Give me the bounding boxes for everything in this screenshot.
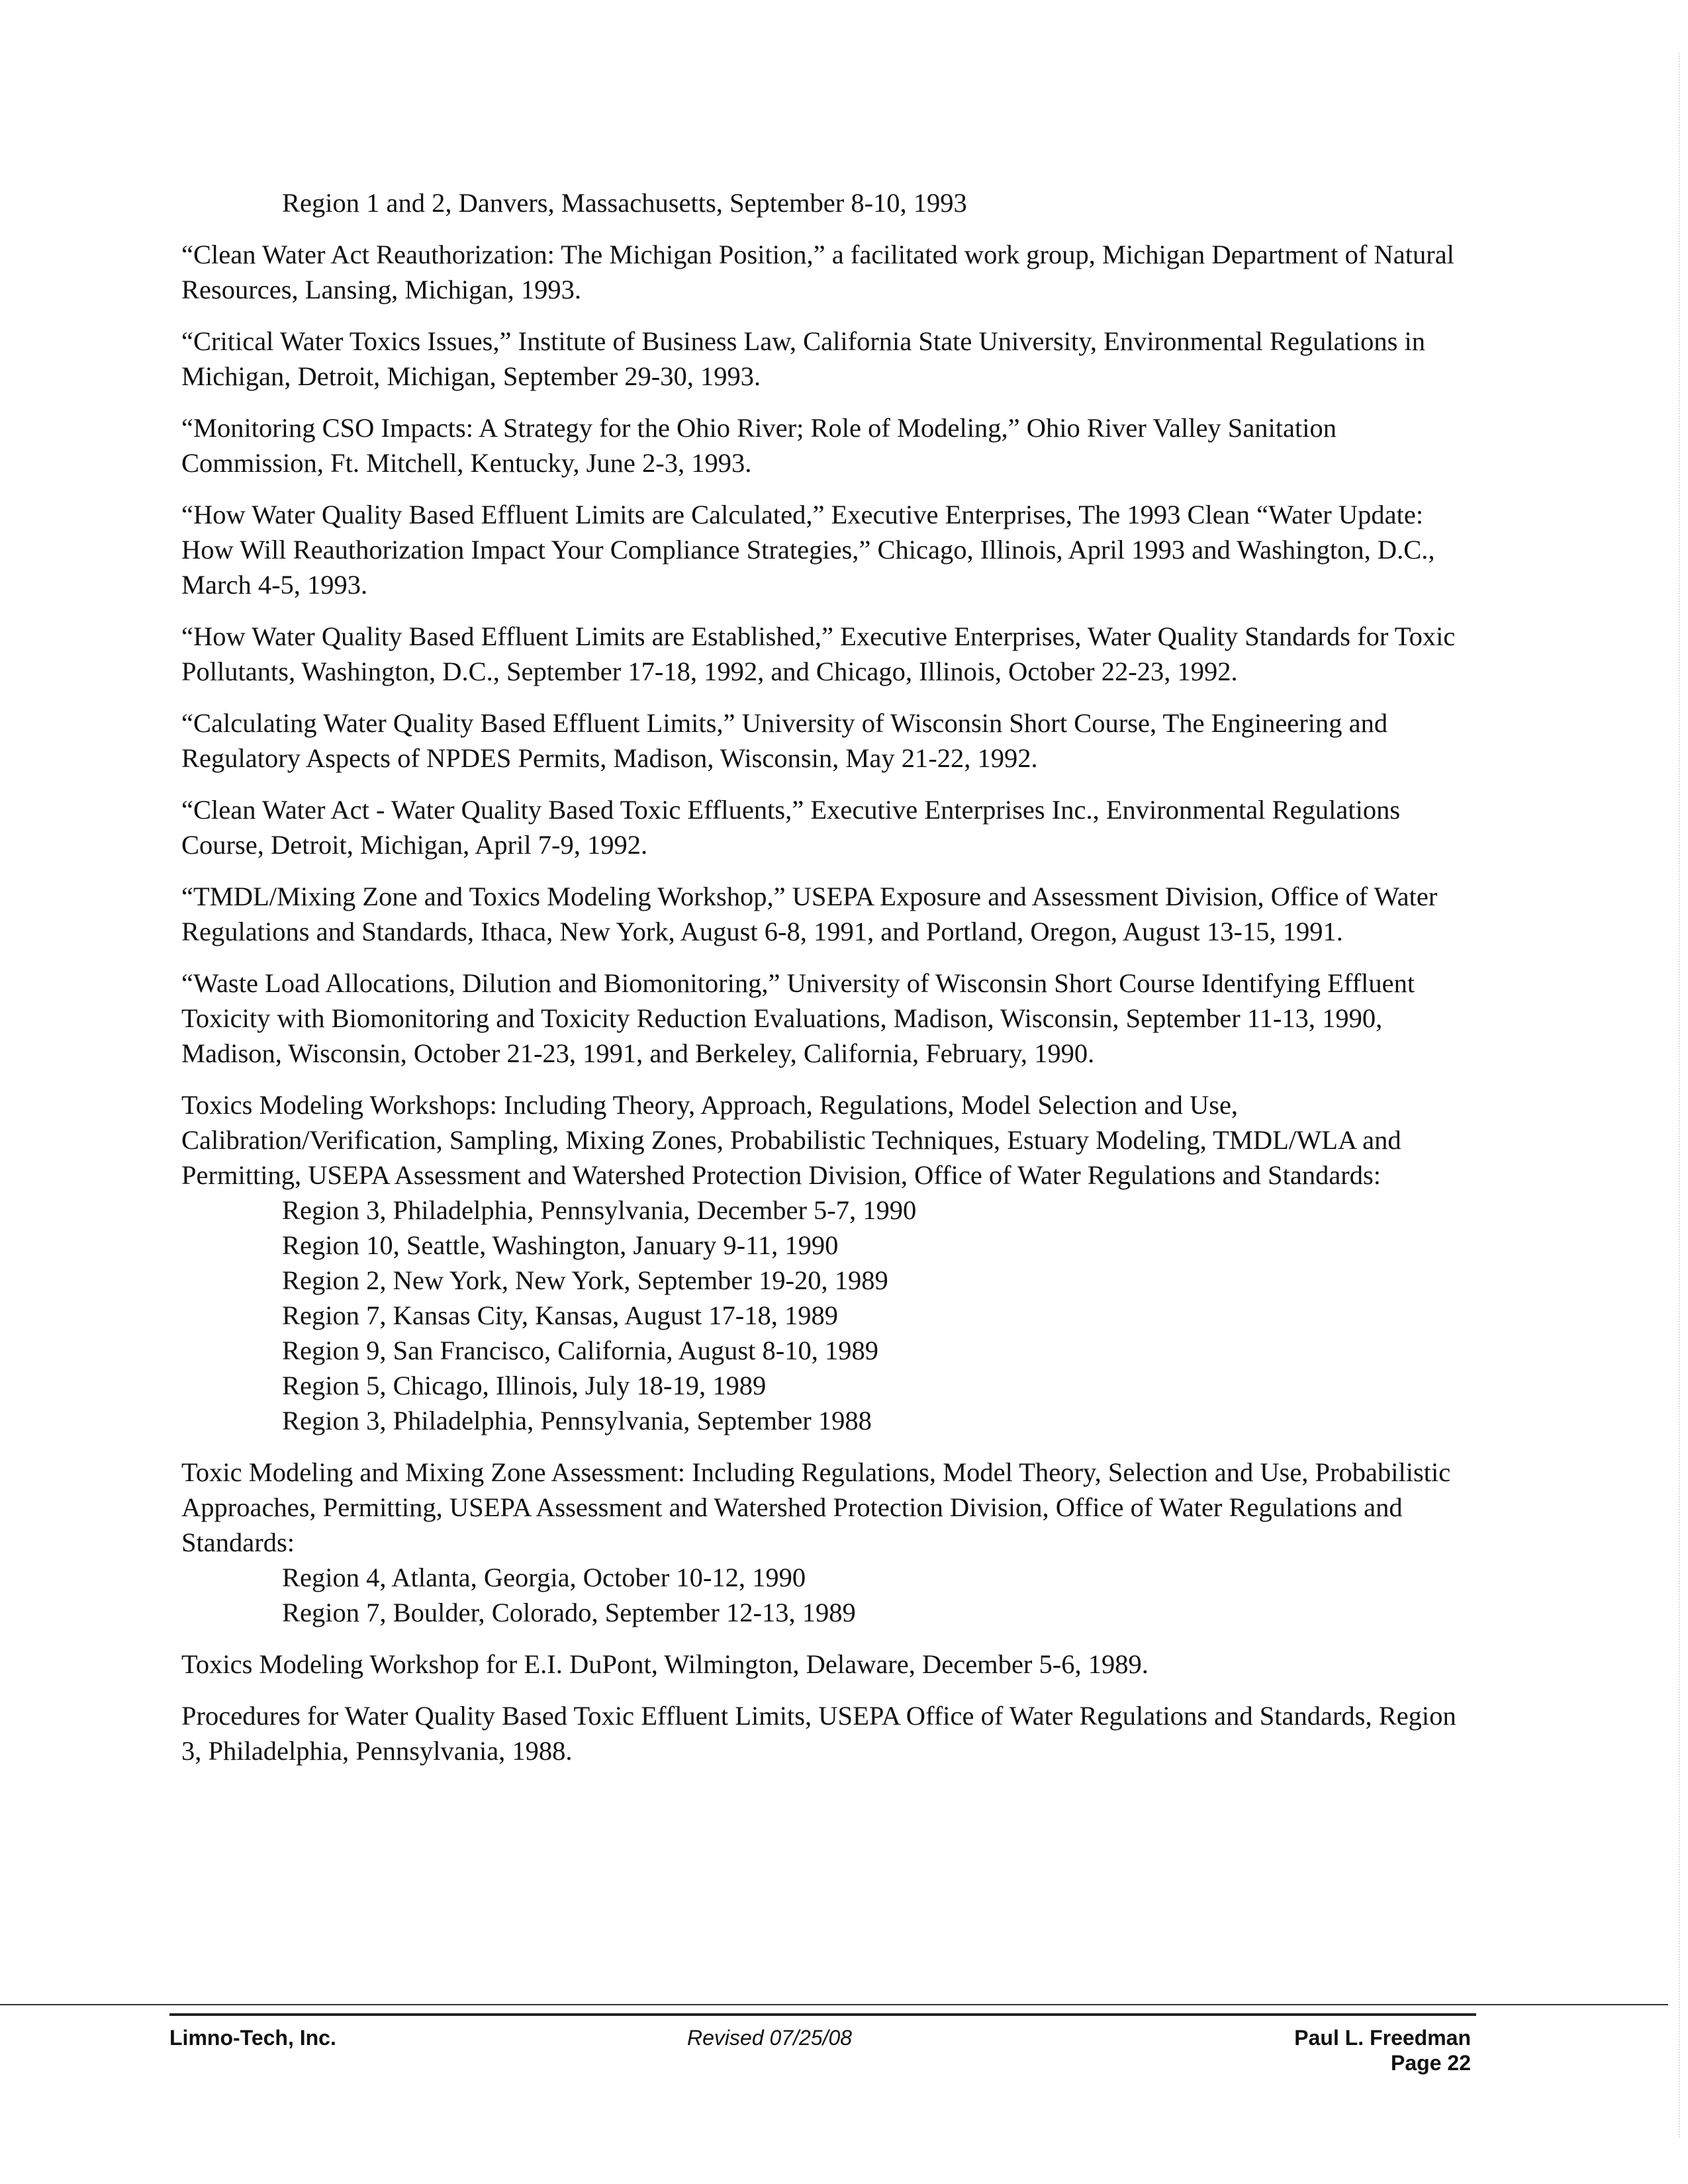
workshops2-description: Toxic Modeling and Mixing Zone Assessment: Including Regulations, Model Theory, Selection and Use, Probabilistic Approaches, Permitting, USEPA Assessment and Watershed Protection Division, Office of Water Regulations and Standards: [181,1457,1451,1557]
region-item: Region 7, Boulder, Colorado, September 12-13, 1989 [282,1598,856,1627]
entry-wqbel-established: “How Water Quality Based Effluent Limits are Established,” Executive Enterprises, Water Quality Standards for Toxic Pollutants, Washington, D.C., September 17-18, 1992, and Chicago, Illinois, October 22-23, 1992. [181,621,1456,686]
entry-toxic-modeling-mixing-zone [181,1455,1479,1630]
footer-rule [169,2013,1476,2016]
footer-author: Paul L. Freedman [1294,2026,1471,2050]
document-body [181,185,1479,1785]
entry-toxics-modeling-workshops [181,1087,1479,1438]
region-item: Region 7, Kansas City, Kansas, August 17-18, 1989 [282,1300,838,1330]
region-item: Region 4, Atlanta, Georgia, October 10-12, 1990 [282,1563,806,1592]
page-edge-shadow [1679,53,1680,2138]
workshops1-description: Toxics Modeling Workshops: Including Theory, Approach, Regulations, Model Selection and Use, Calibration/Verification, Sampling, Mixing Zones, Probabilistic Techniques, Estuary Modeling, TMDL/WLA and Permitting, USEPA Assessment and Watershed Protection Division, Office of Water Regulations and Standards: [181,1090,1401,1190]
entry-clean-water-act-toxic: “Clean Water Act - Water Quality Based Toxic Effluents,” Executive Enterprises Inc., Environmental Regulations Course, Detroit, Michigan, April 7-9, 1992. [181,795,1401,860]
entry-procedures-wqbel: Procedures for Water Quality Based Toxic Effluent Limits, USEPA Office of Water Regulations and Standards, Region 3, Philadelphia, Pennsylvania, 1988. [181,1701,1456,1766]
region-item: Region 9, San Francisco, California, August 8-10, 1989 [282,1336,879,1365]
footer-revised: Revised 07/25/08 [687,2026,853,2050]
footer-page-number: Page 22 [1391,2051,1471,2075]
region-item: Region 5, Chicago, Illinois, July 18-19, 1989 [282,1371,767,1400]
entry-dupont-workshop: Toxics Modeling Workshop for E.I. DuPont, Wilmington, Delaware, December 5-6, 1989. [181,1649,1149,1679]
intro-line: Region 1 and 2, Danvers, Massachusetts, September 8-10, 1993 [282,188,967,218]
page-divider-line [0,2004,1668,2005]
footer-company: Limno-Tech, Inc. [169,2026,336,2050]
entry-waste-load-allocations: “Waste Load Allocations, Dilution and Biomonitoring,” University of Wisconsin Short Course Identifying Effluent Toxicity with Biomonitoring and Toxicity Reduction Evaluations, Madison, Wisconsin, September 11-13, 1990, Madison, Wisconsin, October 21-23, 1991, and Berkeley, California, February, 1990. [181,968,1415,1068]
entry-monitoring-cso: “Monitoring CSO Impacts: A Strategy for the Ohio River; Role of Modeling,” Ohio River Valley Sanitation Commission, Ft. Mitchell, Kentucky, June 2-3, 1993. [181,413,1337,478]
region-item: Region 3, Philadelphia, Pennsylvania, December 5-7, 1990 [282,1195,917,1225]
region-item: Region 10, Seattle, Washington, January 9-11, 1990 [282,1230,839,1260]
entry-tmdl-mixing-zone: “TMDL/Mixing Zone and Toxics Modeling Workshop,” USEPA Exposure and Assessment Division, Office of Water Regulations and Standards, Ithaca, New York, August 6-8, 1991, and Portland, Oregon, August 13-15, 1991. [181,882,1438,946]
footer-author-page [1294,2025,1471,2075]
region-item: Region 2, New York, New York, September 19-20, 1989 [282,1265,888,1295]
entry-clean-water-act-michigan: “Clean Water Act Reauthorization: The Michigan Position,” a facilitated work group, Michigan Department of Natural Resources, Lansing, Michigan, 1993. [181,240,1454,304]
entry-calculating-wqbel: “Calculating Water Quality Based Effluent Limits,” University of Wisconsin Short Course, The Engineering and Regulatory Aspects of NPDES Permits, Madison, Wisconsin, May 21-22, 1992. [181,708,1388,773]
entry-critical-water-toxics: “Critical Water Toxics Issues,” Institute of Business Law, California State University, Environmental Regulations in Michigan, Detroit, Michigan, September 29-30, 1993. [181,326,1426,391]
entry-wqbel-calculated: “How Water Quality Based Effluent Limits are Calculated,” Executive Enterprises, The 1993 Clean “Water Update: How Will Reauthorization Impact Your Compliance Strategies,” Chicago, Illinois, April 1993 and Washington, D.C., March 4-5, 1993. [181,500,1435,600]
region-item: Region 3, Philadelphia, Pennsylvania, September 1988 [282,1406,872,1435]
